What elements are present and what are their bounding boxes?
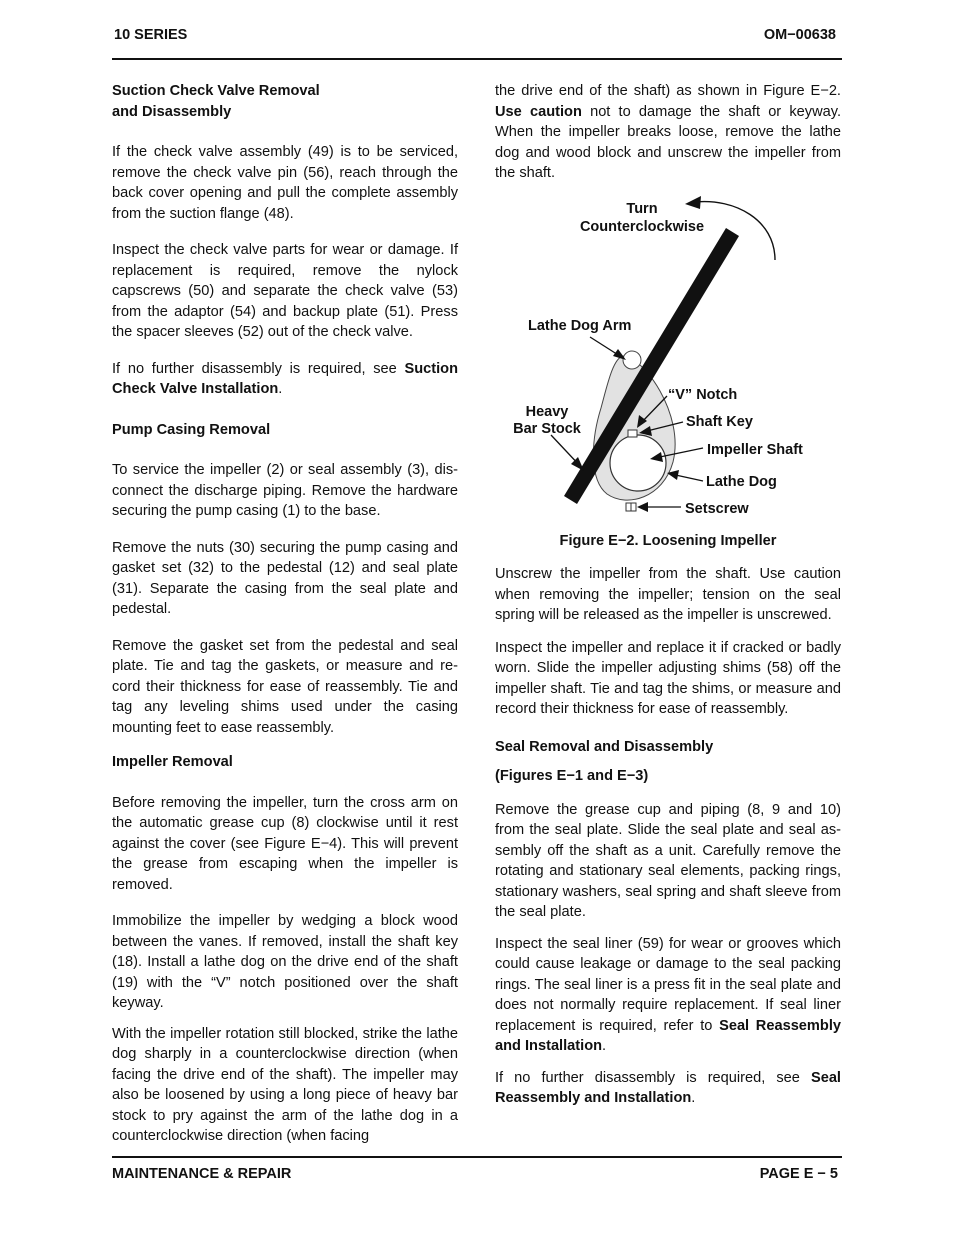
heading-suction-check-valve [112, 81, 458, 122]
label-bar-stock: Bar Stock [513, 421, 581, 437]
figure-caption: Figure E−2. Loosening Impeller [559, 533, 777, 549]
cross-reference: Seal Reassembly and Installation [495, 1069, 841, 1106]
label-heavy: Heavy [525, 404, 569, 420]
paragraph: To service the impeller (2) or seal assembly (3), disconnect the discharge piping. Remove the hardware securing the pump casing (1) to the base. [112, 462, 458, 519]
paragraph: the drive end of the shaft) as shown in Figure E−2. Use caution not to damage the shaft or keyway. When the impeller breaks loose, remove the lathe dog and wood block and unscrew the impeller from the shaft. [495, 83, 842, 181]
header-doc-number: OM−00638 [763, 27, 836, 43]
label-shaft-key: Shaft Key [686, 414, 753, 430]
cross-reference: Suction Check Valve Installation [112, 360, 458, 397]
label-turn: Turn [626, 201, 658, 217]
paragraph: Unscrew the impeller from the shaft. Use caution when removing the impeller; tension on the seal spring will be released as the impeller is unscrewed. [495, 566, 841, 623]
shaft-key-shape [628, 430, 637, 437]
paragraph: Inspect the seal liner (59) for wear or grooves which could cause leakage or damage to the seal packing rings. The seal liner is a press fit in the seal plate and does not normally require replacement. If seal liner replacement is required, refer to Seal Reassembly and Installation. [495, 935, 841, 1054]
heading-seal-figures: (Figures E−1 and E−3) [495, 768, 649, 784]
paragraph: Immobilize the impeller by wedging a block wood between the vanes. If removed, install the shaft key (18). Install a lathe dog on the drive end of the shaft (19) with the “V” notch positioned over the shaft keyway. [112, 913, 458, 1011]
paragraph: With the impeller rotation still blocked, strike the lathe dog sharply in a counterclockwise direction (when facing the drive end of the shaft). The impeller may also be loosened by using a long piece of heavy bar stock to pry against the arm of the lathe dog in a counterclockwise direction (when facing [112, 1025, 458, 1144]
paragraph: Remove the nuts (30) securing the pump casing and gasket set (32) to the pedestal (12) and seal plate (31). Separate the casing from the seal plate and pedestal. [112, 539, 458, 617]
lathe-dog-arm-circle [623, 351, 641, 369]
footer-rule [112, 1156, 842, 1158]
heading-line-1: Suction Check Valve Removal [112, 83, 320, 99]
turn-arrowhead [685, 196, 701, 209]
label-lathe-dog-arm: Lathe Dog Arm [528, 318, 632, 334]
heading-pump-casing-removal: Pump Casing Removal [112, 421, 271, 438]
label-counterclockwise: Counterclockwise [579, 219, 705, 235]
paragraph: If the check valve assembly (49) is to be serviced, remove the check valve pin (56), reach through the back cover opening and pull the complete assembly from the suction flange (48). [112, 144, 458, 222]
label-v-notch: “V” Notch [668, 387, 738, 403]
right-column-bottom [495, 564, 841, 1109]
paragraph: Remove the grease cup and piping (8, 9 and 10) from the seal plate. Slide the seal plate and seal assembly off the shaft as a unit. Carefully remove the rotating and stationary seal elements, packing rings, stationary washers, seal spring and shaft sleeve from the seal plate. [495, 801, 841, 920]
right-column-top [495, 81, 841, 184]
paragraph: Before removing the impeller, turn the cross arm on the automatic grease cup (8) clockwise until it rest against the cover (see Figure E−4). This will prevent the grease from escaping when the impeller is removed. [112, 794, 458, 893]
impeller-shaft-circle [610, 435, 666, 491]
paragraph: Remove the gasket set from the pedestal and seal plate. Tie and tag the gaskets, or measure and record their thickness for ease of reassembly. Tie and tag any leveling shims used under the casing mounting feet to ease reassembly. [112, 637, 458, 736]
label-lathe-dog: Lathe Dog [706, 474, 777, 490]
turn-arrow [695, 202, 775, 260]
header-rule [112, 58, 842, 60]
header-series: 10 SERIES [114, 27, 188, 43]
paragraph: Inspect the impeller and replace it if cracked or badly worn. Slide the impeller adjusting shims (58) off the impeller shaft. Tie and tag the shims, or measure and record their thickness for ease of reassembly. [495, 639, 841, 717]
footer-page-number: PAGE E − 5 [759, 1166, 838, 1182]
caution-text: Use caution [495, 103, 582, 120]
heading-line-2: and Disassembly [112, 103, 232, 120]
label-setscrew: Setscrew [685, 501, 749, 517]
paragraph: If no further disassembly is required, see Suction Check Valve Installation. [112, 360, 458, 397]
footer-section: MAINTENANCE & REPAIR [112, 1166, 292, 1182]
label-impeller-shaft: Impeller Shaft [707, 442, 803, 458]
figure-loosening-impeller [495, 190, 845, 530]
paragraph: Inspect the check valve parts for wear or damage. If replacement is required, remove the nylock capscrews (50) and separate the check valve (53) from the adaptor (54) and backup plate (51). Press the spacer sleeves (52) out of the check valve. [112, 242, 458, 340]
heading-seal-removal: Seal Removal and Disassembly [495, 738, 714, 755]
heading-impeller-removal: Impeller Removal [112, 754, 233, 770]
cross-reference: Seal Reassembly and Installation [495, 1017, 841, 1054]
paragraph: If no further disassembly is required, see Seal Reassembly and Installation. [495, 1069, 841, 1106]
left-column [112, 81, 458, 1147]
